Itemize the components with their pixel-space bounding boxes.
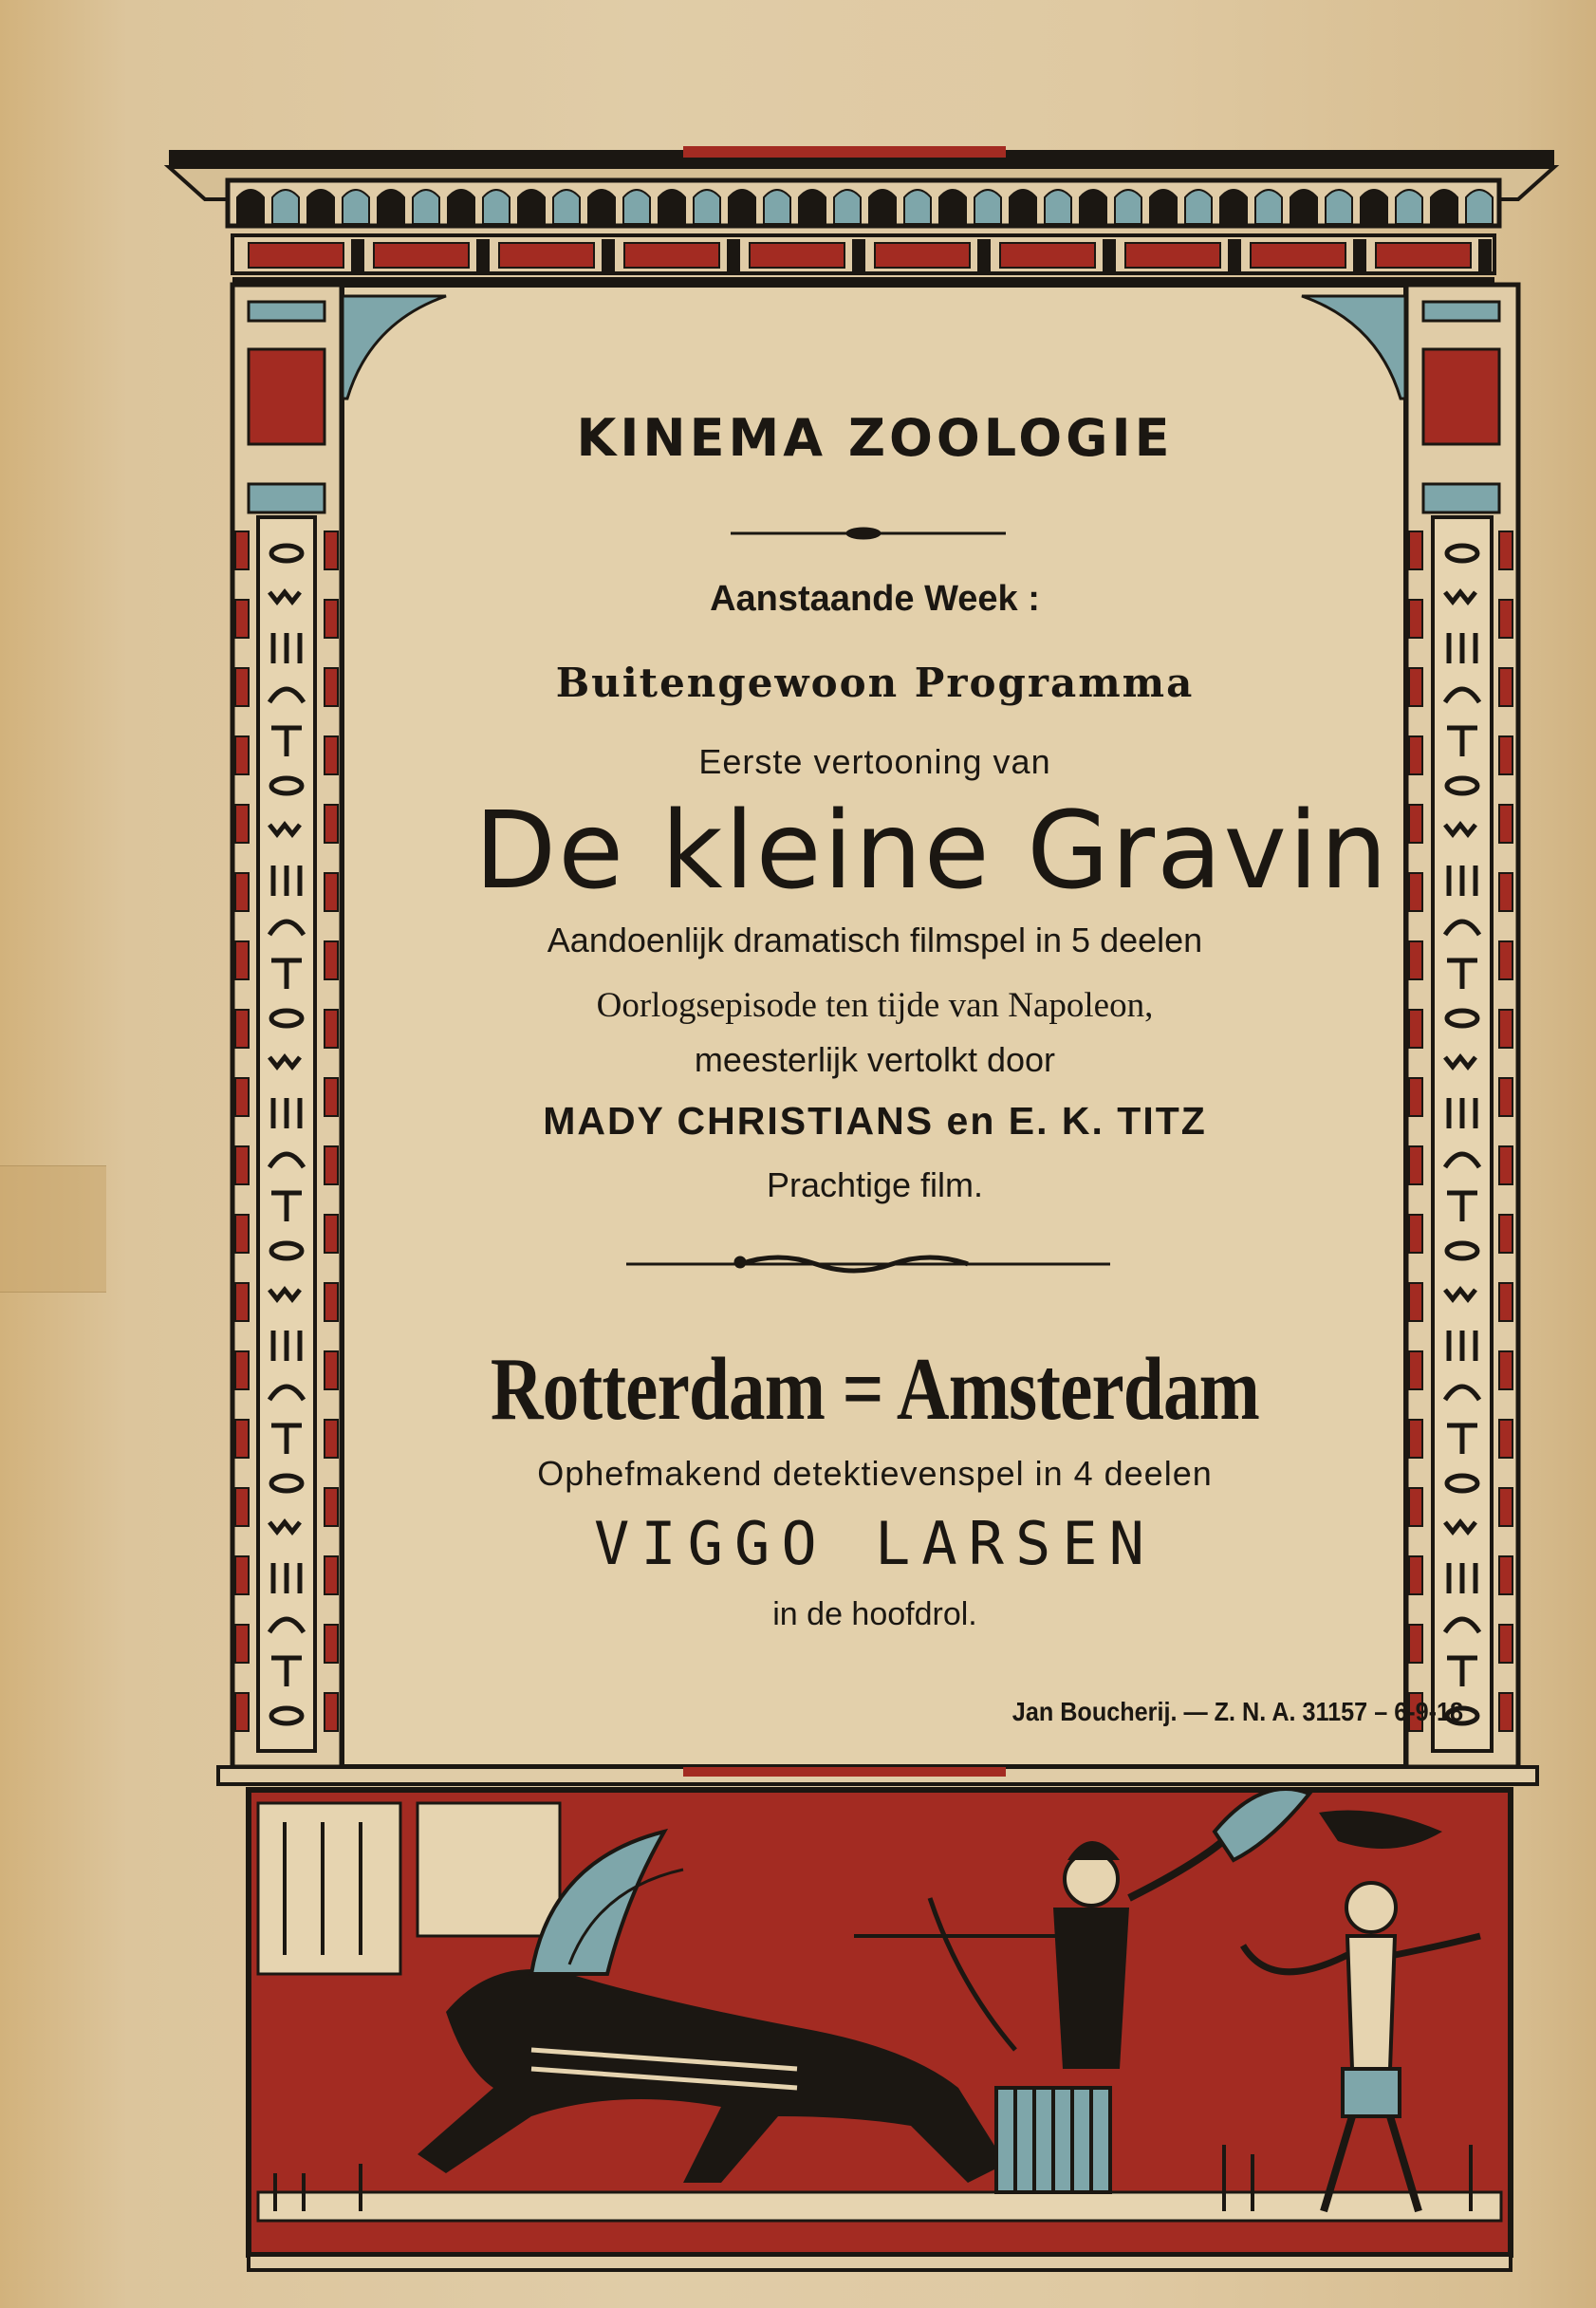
film2-description: Ophefmakend detektievenspel in 4 deelen [537, 1454, 1213, 1493]
film1-praise: Prachtige film. [766, 1165, 984, 1204]
film1-title: De kleine Gravin [473, 790, 1390, 913]
film2-actor: VIGGO LARSEN [594, 1509, 1156, 1578]
printer-imprint: Jan Boucherij. — Z. N. A. 31157 – 6-9-18 [1011, 1697, 1463, 1726]
film2-title: Rotterdam = Amsterdam [490, 1340, 1260, 1439]
cinema-name: KINEMA ZOOLOGIE [576, 408, 1174, 468]
right-column [1406, 285, 1518, 1767]
film1-performed: meesterlijk vertolkt door [694, 1040, 1056, 1079]
film1-episode: Oorlogsepisode ten tijde van Napoleon, [596, 986, 1154, 1025]
film2-role: in de hoofdrol. [772, 1596, 977, 1632]
chariot-frieze [249, 1789, 1511, 2270]
cornice [169, 146, 1554, 285]
special-program: Buitengewoon Programma [555, 660, 1195, 706]
film1-actors: MADY CHRISTIANS en E. K. TITZ [543, 1099, 1207, 1143]
film1-description: Aandoenlijk dramatisch filmspel in 5 deelen [547, 921, 1203, 959]
program-text [343, 294, 1463, 1765]
week-heading: Aanstaande Week : [710, 579, 1040, 619]
left-column [232, 285, 342, 1767]
first-showing: Eerste vertooning van [698, 742, 1051, 781]
